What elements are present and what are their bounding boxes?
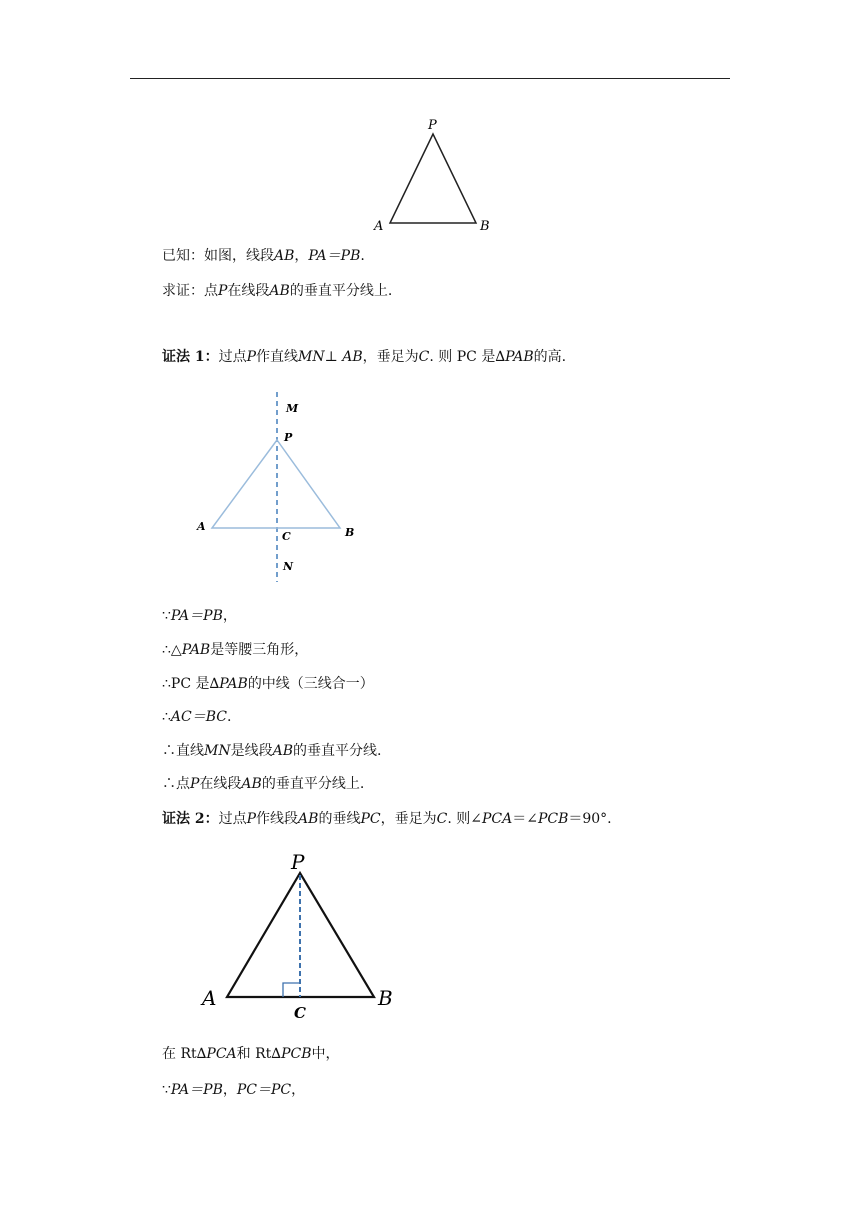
label-m-2: M — [286, 402, 299, 415]
method2-heading: 证法 2： — [162, 811, 219, 827]
label-b-2: B — [345, 526, 355, 539]
label-a-2: A — [197, 520, 206, 533]
step1-3: ∴PC 是∆PAB的中线（三线合一） — [162, 676, 374, 692]
step1-2: ∴△PAB是等腰三角形， — [162, 642, 309, 658]
label-b-3: B — [378, 986, 393, 1010]
method1-line: 证法 1：过点P作直线MN⊥ AB，垂足为C. 则 PC 是∆PAB的高. — [162, 349, 567, 365]
label-p-3: P — [291, 850, 305, 874]
label-p-1: P — [428, 118, 437, 133]
method2-line: 证法 2：过点P作线段AB的垂线PC，垂足为C. 则∠PCA＝∠PCB＝90°. — [162, 811, 612, 827]
triangle-figure-2 — [190, 390, 370, 585]
header-rule — [130, 78, 730, 79]
given-line: 已知：如图，线段AB，PA＝PB. — [162, 248, 365, 264]
prove-line: 求证：点P在线段AB的垂直平分线上. — [162, 283, 393, 299]
step1-4: ∴AC＝BC. — [162, 709, 232, 725]
step2-1: 在 Rt∆PCA和 Rt∆PCB中， — [162, 1046, 340, 1062]
step1-6: ∴点P在线段AB的垂直平分线上. — [162, 776, 365, 792]
label-c-3: C — [294, 1004, 306, 1022]
step1-1: ∵PA＝PB， — [162, 608, 237, 624]
label-p-2: P — [284, 431, 293, 444]
label-a-1: A — [374, 219, 384, 234]
triangle-figure-1 — [360, 110, 510, 235]
label-n-2: N — [283, 560, 294, 573]
right-angle-mark — [283, 983, 300, 997]
step1-5: ∴直线MN是线段AB的垂直平分线. — [162, 743, 382, 759]
label-a-3: A — [202, 986, 217, 1010]
label-b-1: B — [480, 219, 490, 234]
triangle-pab-1 — [390, 134, 476, 223]
method1-heading: 证法 1： — [162, 349, 219, 365]
triangle-figure-3 — [190, 845, 410, 1025]
label-c-2: C — [282, 530, 291, 543]
step2-2: ∵PA＝PB，PC＝PC， — [162, 1082, 306, 1098]
triangle-pab-2 — [212, 440, 340, 528]
